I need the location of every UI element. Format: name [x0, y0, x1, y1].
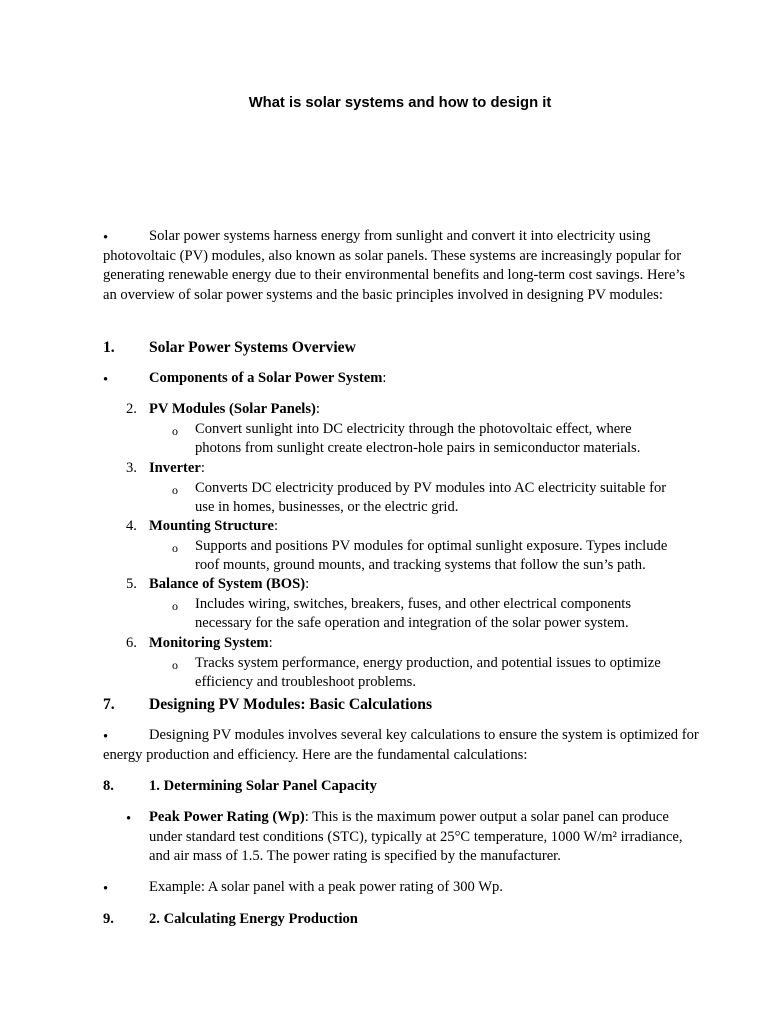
sub-bullet-icon: o: [172, 424, 178, 438]
subsection-heading: 1. Determining Solar Panel Capacity: [149, 778, 377, 794]
list-item-title: Monitoring System:: [149, 635, 273, 651]
section-number: 1.: [103, 339, 115, 356]
peak-power-paragraph: Peak Power Rating (Wp): This is the maximum power output a solar panel can produce under standard test conditions (STC), typically at 25°C temperature, 1000 W/m² irradiance, and air mass of 1.5. The power rating is specified by the manufacturer.: [149, 809, 683, 864]
list-number: 4.: [126, 518, 137, 534]
subsection-number: 9.: [103, 911, 114, 927]
list-item-desc: Includes wiring, switches, breakers, fuses, and other electrical components: [195, 596, 632, 612]
list-item-desc: Tracks system performance, energy production, and potential issues to optimize: [195, 655, 661, 671]
list-item-desc: use in homes, businesses, or the electric grid.: [195, 499, 459, 515]
list-item-desc: Convert sunlight into DC electricity through the photovoltaic effect, where: [195, 421, 632, 437]
design-intro-paragraph: [103, 726, 703, 765]
intro-text: Solar power systems harness energy from sunlight and convert it into electricity using photovoltaic (PV) modules, also known as solar panels. These systems are increasingly popular for generating renewable energy due to their environmental benefits and long-term cost savings. Here’s an overview of solar power systems and the basic principles involved in designing PV modules:: [103, 228, 686, 303]
list-item-title: Mounting Structure:: [149, 518, 279, 534]
components-heading: Components of a Solar Power System:: [149, 370, 387, 386]
subsection-number: 8.: [103, 778, 114, 794]
bullet-icon: •: [103, 230, 109, 246]
sub-bullet-icon: o: [172, 541, 178, 555]
sub-bullet-icon: o: [172, 599, 178, 613]
bullet-icon: •: [126, 811, 132, 827]
list-item-desc: Converts DC electricity produced by PV modules into AC electricity suitable for: [195, 480, 667, 496]
design-intro-text: Designing PV modules involves several key calculations to ensure the system is optimized for energy production and efficiency. Here are the fundamental calculations:: [103, 727, 699, 763]
sub-bullet-icon: o: [172, 483, 178, 497]
bullet-icon: •: [103, 881, 109, 897]
list-item-desc: photons from sunlight create electron-hole pairs in semiconductor materials.: [195, 440, 641, 456]
bullet-icon: •: [103, 729, 109, 745]
list-number: 5.: [126, 576, 137, 592]
subsection-heading: 2. Calculating Energy Production: [149, 911, 358, 927]
list-item-desc: Supports and positions PV modules for optimal sunlight exposure. Types include: [195, 538, 668, 554]
list-item-title: Inverter:: [149, 460, 205, 476]
example-text: Example: A solar panel with a peak power rating of 300 Wp.: [149, 879, 503, 895]
list-number: 6.: [126, 635, 137, 651]
list-number: 2.: [126, 401, 137, 417]
section-heading: Solar Power Systems Overview: [149, 339, 356, 356]
list-item-desc: necessary for the safe operation and integration of the solar power system.: [195, 615, 629, 631]
list-item-desc: roof mounts, ground mounts, and tracking systems that follow the sun’s path.: [195, 557, 646, 573]
intro-paragraph: [103, 227, 699, 305]
list-item-desc: efficiency and troubleshoot problems.: [195, 674, 417, 690]
list-item-title: Balance of System (BOS):: [149, 576, 310, 592]
document-title: What is solar systems and how to design it: [248, 95, 552, 111]
sub-bullet-icon: o: [172, 658, 178, 672]
list-number: 3.: [126, 460, 137, 476]
section-number: 7.: [103, 696, 115, 713]
bullet-icon: •: [103, 372, 109, 388]
section-heading: Designing PV Modules: Basic Calculations: [149, 696, 433, 713]
list-item-title: PV Modules (Solar Panels):: [149, 401, 320, 417]
